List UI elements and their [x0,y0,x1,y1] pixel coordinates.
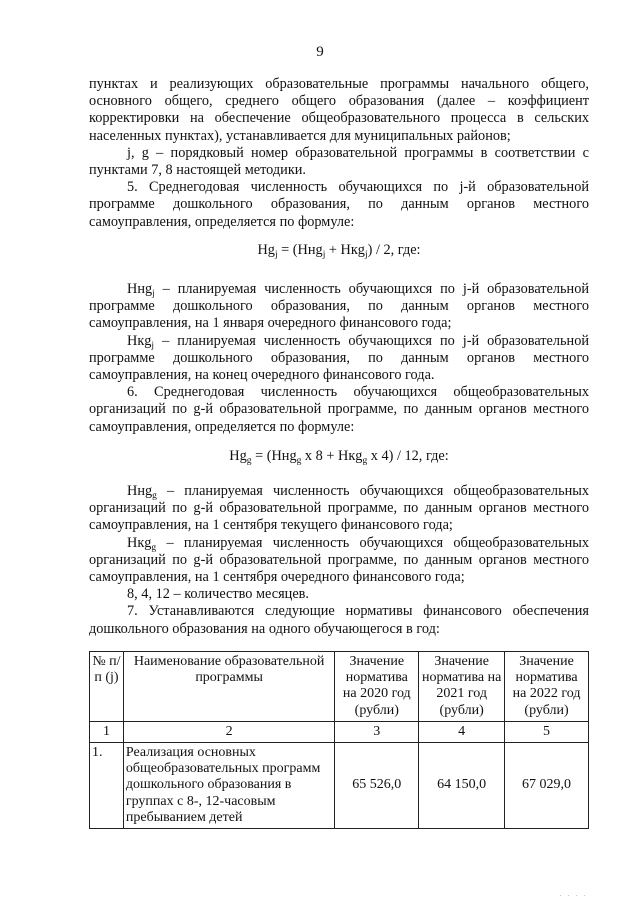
definition-hkg-j: Hкg$_j$ – планируемая численность обучающихся по j-й образовательной программе дошкольного образования, по данным органов местного самоуправления, на конец очередного финансового года. [89,332,589,384]
row-number: 1. [90,743,124,829]
formula-preschool: $Hg_j = (Hнg_j + Hкg_j) / 2$, где: [257,241,421,260]
index-cell-4: 4 [419,721,505,742]
formula-general: $Hg_g = (Hнg_g$ х 8 + Hкg$_g$ х 4) / 12, где: [229,447,449,466]
paragraph-months: 8, 4, 12 – количество месяцев. [127,586,310,603]
paragraph-item-7: 7. Устанавливаются следующие нормативы финансового обеспечения дошкольного образования на одного обучающегося в год: [89,603,589,637]
page-number: 9 [316,44,324,60]
header-2020: Значение норматива на 2020 год (рубли) [335,652,419,722]
row-value-2020: 65 526,0 [335,743,419,829]
header-program-name: Наименование образовательной программы [123,652,334,722]
paragraph-j-g-definition: j, g – порядковый номер образовательной программы в соответствии с пунктами 7, 8 настоящей методики. [89,144,589,179]
paragraph-item-5: 5. Среднегодовая численность обучающихся по j-й образовательной программе дошкольного образования, по данным органов местного самоуправления, определяется по формуле: [89,179,589,230]
definition-hkg-g: Hкg$_g$ – планируемая численность обучающихся общеобразовательных организаций по g-й образовательной программе, по данным органов местного самоуправления, на 1 сентября очередного финансового года; [89,534,589,586]
table-row [90,743,589,829]
row-value-2021: 64 150,0 [419,743,505,829]
index-cell-5: 5 [505,721,589,742]
index-cell-3: 3 [335,721,419,742]
definition-hng-g: Hнg$_g$ – планируемая численность обучающихся общеобразовательных организаций по g-й образовательной программе, по данным органов местного самоуправления, на 1 сентября текущего финансового года; [89,483,589,534]
index-cell-2: 2 [123,721,334,742]
index-cell-1: 1 [90,721,124,742]
row-program-name: Реализация основных общеобразовательных программ дошкольного образования в группах с 8-, 12-часовым пребыванием детей [123,743,334,829]
footer-mark: · · · · [559,892,588,900]
table-index-row [90,721,589,742]
norms-table [89,651,589,829]
header-2022: Значение норматива на 2022 год (рубли) [505,652,589,722]
paragraph-item-6: 6. Среднегодовая численность обучающихся общеобразовательных организаций по g-й образовательной программе, по данным органов местного самоуправления, определяется по формуле: [89,384,589,435]
definition-hng-j: Hнg$_j$ – планируемая численность обучающихся по j-й образовательной программе дошкольного образования, по данным органов местного самоуправления, на 1 января очередного финансового года; [89,281,589,332]
paragraph-continuation: пунктах и реализующих образовательные программы начального общего, основного общего, среднего общего образования (далее – коэффициент корректировки на обеспечение общеобразовательного процесса в сельских населенных пунктах), устанавливается для муниципальных районов; [89,76,589,144]
document-body [89,76,589,638]
header-2021: Значение норматива на 2021 год (рубли) [419,652,505,722]
row-value-2022: 67 029,0 [505,743,589,829]
table-header-row [90,652,589,722]
header-number: № п/п (j) [90,652,124,722]
